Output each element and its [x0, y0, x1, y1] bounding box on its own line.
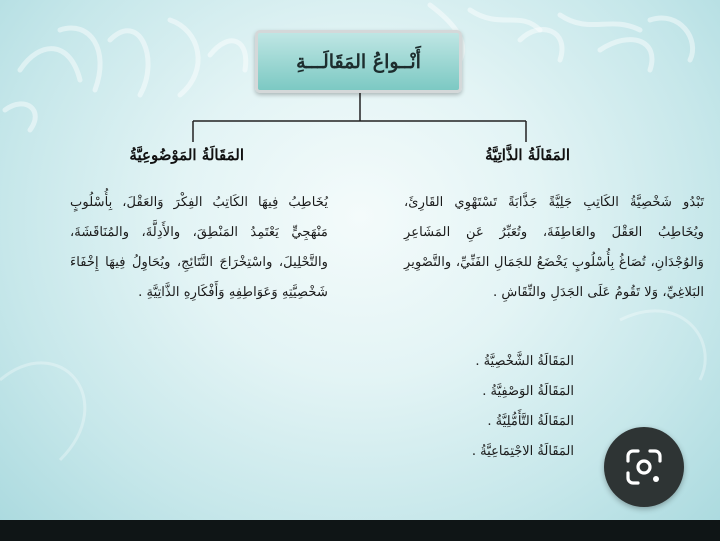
subjective-essay-heading: المَقَالَةُ الذَّاتِيَّةُ: [485, 146, 570, 164]
title-box: [255, 30, 462, 93]
google-lens-icon: [624, 447, 664, 487]
page-title: أَنْــواعُ المَقَالَـــةِ: [296, 50, 421, 73]
google-lens-button[interactable]: [604, 427, 684, 507]
objective-essay-description: يُخَاطِبُ فِيهَا الكَاتِبُ الفِكْرَ وَالعَقْلَ، بِأُسْلُوبٍ مَنْهَجِيٍّ يَعْتَمِدُ المَنْطِقَ، والأَدِلَّةَ، والمُنَاقَشَةَ، والتَّحْلِيلَ، واسْتِخْرَاجَ النَّتَائِجِ، ويُحَاوِلُ فِيهَا إِخْفَاءَ شَخْصِيَّتِهِ وَعَوَاطِفِهِ وَأَفْكَارِهِ الذَّاتِيَّةِ .: [70, 195, 328, 300]
list-item: المَقَالَةُ الشَّخْصِيَّةُ .: [475, 354, 574, 369]
list-item: المَقَالَةُ الاجْتِمَاعِيَّةُ .: [471, 444, 574, 459]
bottom-bar: [0, 520, 720, 541]
list-item: المَقَالَةُ الوَصْفِيَّةُ .: [482, 384, 574, 399]
subjective-essay-types-list: [472, 347, 574, 467]
objective-essay-heading: المَقَالَةُ المَوْضُوعِيَّةُ: [129, 146, 244, 164]
subjective-essay-description: تَبْدُو شَخْصِيَّةُ الكَاتِبِ جَلِيَّةً جَذَّابَةً تَسْتَهْوِي القَارِئَ، ويُخَاطِبُ العَقْلَ والعَاطِفَةَ، وتُعَبِّرُ عَنِ المَشَاعِرِ وَالوُجْدَانِ، تُصَاغُ بِأُسْلُوبٍ يَخْضَعُ للجَمَالِ الفَنِّيِّ، والتَّصْوِيرِ البَلاغِيِّ، وَلا تَقُومُ عَلَى الجَدَلِ والنِّقَاشِ .: [404, 195, 704, 300]
list-item: المَقَالَةُ التَّأَمُّلِيَّةُ .: [487, 414, 574, 429]
